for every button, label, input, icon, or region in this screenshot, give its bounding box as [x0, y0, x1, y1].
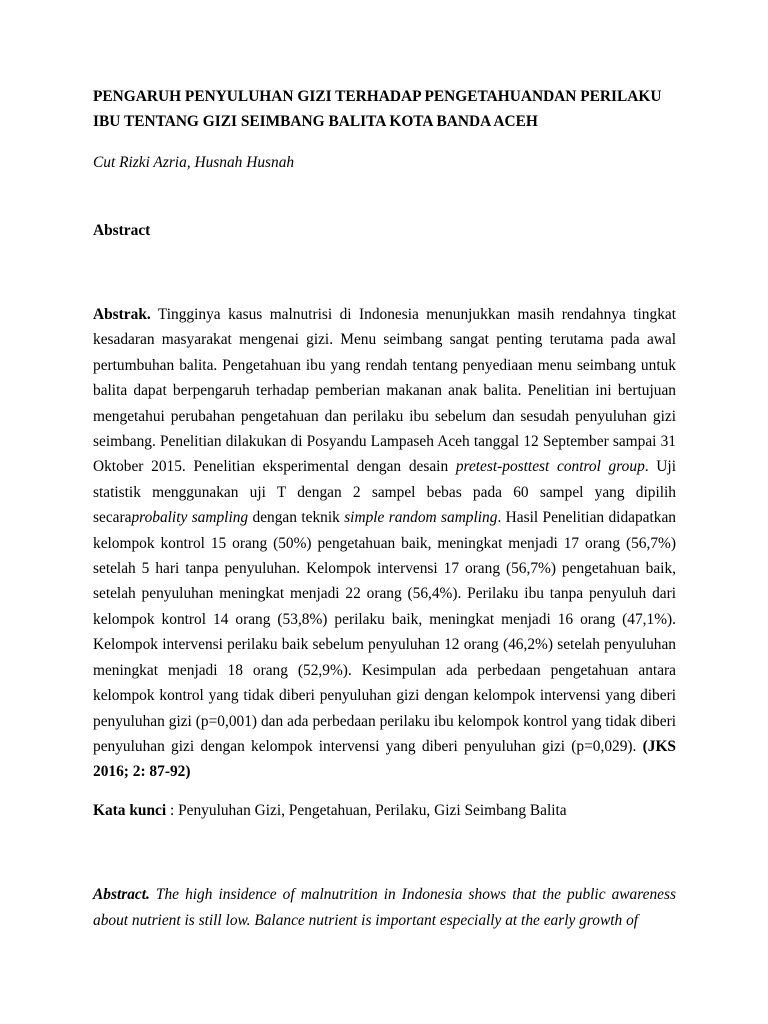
- abstrak-italic-design: pretest-posttest control group: [455, 458, 645, 476]
- abstrak-italic-sampling: probality sampling: [131, 509, 249, 527]
- english-abstract-label: Abstract.: [93, 886, 150, 903]
- journal-citation: (JKS 2016; 2: 87-92): [93, 737, 676, 781]
- abstrak-label: Abstrak.: [93, 306, 151, 323]
- paper-title: PENGARUH PENYULUHAN GIZI TERHADAP PENGETAHUANDAN PERILAKU IBU TENTANG GIZI SEIMBANG BALITA KOTA BANDA ACEH: [93, 88, 662, 130]
- abstrak-paragraph: [93, 302, 676, 785]
- abstrak-text-4: . Hasil Penelitian didapatkan kelompok kontrol 15 orang (50%) pengetahuan baik, meningkat menjadi 17 orang (56,7%) setelah 5 hari tanpa penyuluhan. Kelompok intervensi 17 orang (56,7%) pengetahuan baik, setelah penyuluhan meningkat menjadi 22 orang (56,4%). Perilaku ibu tanpa penyuluh dari kelompok kontrol 14 orang (53,8%) perilaku baik, meningkat menjadi 16 orang (47,1%). Kelompok intervensi perilaku baik sebelum penyuluhan 12 orang (46,2%) setelah penyuluhan meningkat menjadi 18 orang (52,9%). Kesimpulan ada perbedaan pengetahuan antara kelompok kontrol yang tidak diberi penyuluhan gizi dengan kelompok intervensi yang diberi penyuluhan gizi (p=0,001) dan ada perbedaan perilaku ibu kelompok kontrol yang tidak diberi penyuluhan gizi dengan kelompok intervensi yang diberi penyuluhan gizi (p=0,029).: [93, 509, 676, 755]
- abstrak-italic-technique: simple random sampling: [344, 509, 498, 527]
- abstrak-text-2: . Uji statistik menggunakan uji T dengan 2 sampel bebas pada 60 sampel yang dipilih secara: [93, 458, 676, 527]
- author-list: Cut Rizki Azria, Husnah Husnah: [93, 154, 295, 171]
- keywords-text: : Penyuluhan Gizi, Pengetahuan, Perilaku, Gizi Seimbang Balita: [166, 802, 567, 819]
- abstrak-text-1: Tingginya kasus malnutrisi di Indonesia menunjukkan masih rendahnya tingkat kesadaran masyarakat mengenai gizi. Menu seimbang sangat penting terutama pada awal pertumbuhan balita. Pengetahuan ibu yang rendah tentang penyediaan menu seimbang untuk balita dapat berpengaruh terhadap pemberian makanan anak balita. Penelitian ini bertujuan mengetahui perubahan pengetahuan dan perilaku ibu sebelum dan sesudah penyuluhan gizi seimbang. Penelitian dilakukan di Posyandu Lampaseh Aceh tanggal 12 September sampai 31 Oktober 2015. Penelitian eksperimental dengan desain: [93, 306, 676, 476]
- english-abstract-paragraph: [93, 882, 676, 933]
- abstract-heading: Abstract: [93, 222, 151, 239]
- keywords-label: Kata kunci: [93, 802, 167, 819]
- abstrak-text-3: dengan teknik: [248, 509, 345, 527]
- english-abstract-text: The high insidence of malnutrition in Indonesia shows that the public awareness about nutrient is still low. Balance nutrient is important especially at the early growth of: [93, 886, 676, 929]
- keywords-line: [93, 798, 676, 823]
